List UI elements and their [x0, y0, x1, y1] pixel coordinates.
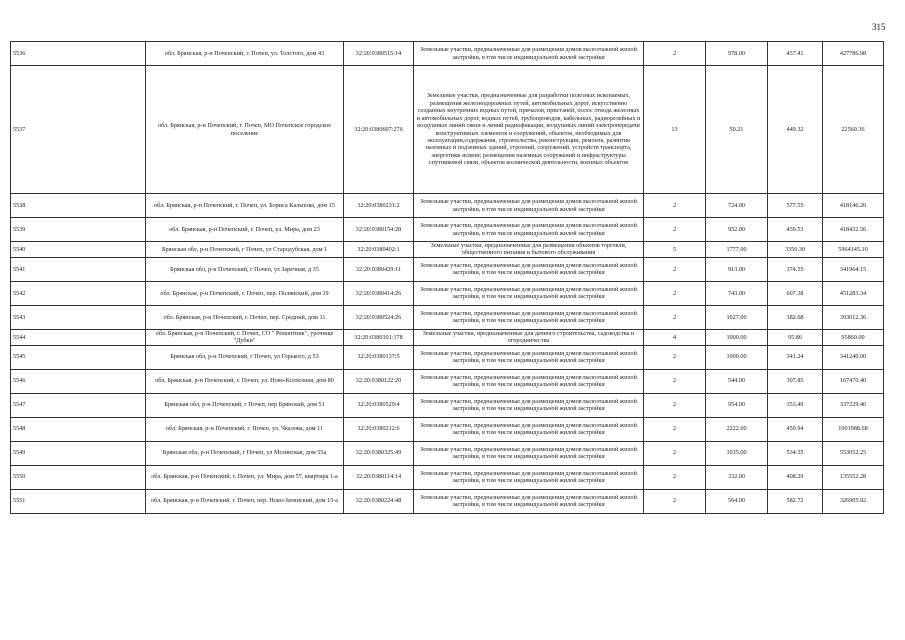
area-cell: 952.00	[706, 218, 768, 242]
address-cell: обл. Брянская, р-н Почепский, г. Почеп, МО Почепское городское поселение	[146, 66, 344, 194]
area-cell: 564.00	[706, 489, 768, 513]
row-number-cell: 5543	[11, 305, 146, 329]
row-number-cell: 5538	[11, 194, 146, 218]
rate-cell: 341.24	[768, 345, 823, 369]
area-cell: 978.00	[706, 42, 768, 66]
land-use-purpose-cell: Земельные участки, предназначенные для размещения домов малоэтажной жилой застройки, в том числе индивидуальной жилой застройки	[414, 393, 644, 417]
table-row	[11, 465, 884, 489]
group-cell: 5	[644, 242, 706, 258]
rate-cell: 437.41	[768, 42, 823, 66]
table-row	[11, 42, 884, 66]
cadastral-number-cell: 32:20:0380231:2	[344, 194, 414, 218]
table-row	[11, 417, 884, 441]
table-row	[11, 441, 884, 465]
rate-cell: 408.29	[768, 465, 823, 489]
cadastral-value-cell: 167470.40	[823, 369, 884, 393]
cadastral-number-cell: 32:20:0380212:6	[344, 417, 414, 441]
rate-cell: 439.53	[768, 218, 823, 242]
address-cell: обл. Брянская, р-н Почепский, г. Почеп, пер. Ново-Затинский, дом 15-а	[146, 489, 344, 513]
cadastral-number-cell: 32:20:0380402:1	[344, 242, 414, 258]
table-row	[11, 329, 884, 345]
area-cell: 954.00	[706, 393, 768, 417]
row-number-cell: 5551	[11, 489, 146, 513]
table-row	[11, 242, 884, 258]
address-cell: обл. Брянская, р-н Почепский, г. Почеп, СО " Ремонтник", урочище "Дубки"	[146, 329, 344, 345]
table-row	[11, 281, 884, 305]
group-cell: 13	[644, 66, 706, 194]
land-use-purpose-cell: Земельные участки, предназначенные для размещения домов малоэтажной жилой застройки, в том числе индивидуальной жилой застройки	[414, 218, 644, 242]
row-number-cell: 5541	[11, 257, 146, 281]
group-cell: 2	[644, 305, 706, 329]
cadastral-value-cell: 135552.28	[823, 465, 884, 489]
land-use-purpose-cell: Земельные участки, предназначенные для размещения домов малоэтажной жилой застройки, в том числе индивидуальной жилой застройки	[414, 441, 644, 465]
rate-cell: 577.55	[768, 194, 823, 218]
table-row	[11, 369, 884, 393]
row-number-cell: 5544	[11, 329, 146, 345]
address-cell: обл. Брянская, р-н Почепский, г. Почеп, ул. Чкалова, дом 11	[146, 417, 344, 441]
rate-cell: 3356.30	[768, 242, 823, 258]
table-row	[11, 305, 884, 329]
cadastral-number-cell: 32:20:0380137:5	[344, 345, 414, 369]
land-use-purpose-cell: Земельные участки, предназначенные для размещения объектов торговли, общественного питания и бытового обслуживания	[414, 242, 644, 258]
area-cell: 332.00	[706, 465, 768, 489]
page-number: 315	[872, 22, 886, 32]
land-use-purpose-cell: Земельные участки, предназначенные для размещения домов малоэтажной жилой застройки, в том числе индивидуальной жилой застройки	[414, 345, 644, 369]
address-cell: Брянская обл, р-н Почепский, г Почеп, пер Брянский, дом 51	[146, 393, 344, 417]
row-number-cell: 5545	[11, 345, 146, 369]
table-row	[11, 257, 884, 281]
cadastral-value-cell: 451283.34	[823, 281, 884, 305]
area-cell: 913.00	[706, 257, 768, 281]
row-number-cell: 5548	[11, 417, 146, 441]
cadastral-number-cell: 32:20:0380114:14	[344, 465, 414, 489]
cadastral-value-table	[10, 41, 884, 514]
cadastral-number-cell: 32:20:0380429:11	[344, 257, 414, 281]
address-cell: обл. Брянская, р-н Почепский, г. Почеп, ул. Ново-Колхозная, дом 80	[146, 369, 344, 393]
cadastral-number-cell: 32:20:0380524:26	[344, 305, 414, 329]
cadastral-number-cell: 32:20:0380529:4	[344, 393, 414, 417]
address-cell: обл. Брянская, р-н Почепский, г. Почеп, пер. Средний, дом 11	[146, 305, 344, 329]
rate-cell: 382.68	[768, 305, 823, 329]
area-cell: 2222.00	[706, 417, 768, 441]
row-number-cell: 5536	[11, 42, 146, 66]
area-cell: 743.00	[706, 281, 768, 305]
cadastral-value-cell: 5964145.10	[823, 242, 884, 258]
table-row	[11, 66, 884, 194]
row-number-cell: 5549	[11, 441, 146, 465]
address-cell: обл. Брянская, р-н Почепский, г. Почеп, пер. Полянский, дом 19	[146, 281, 344, 305]
row-number-cell: 5537	[11, 66, 146, 194]
area-cell: 1777.00	[706, 242, 768, 258]
table-row	[11, 489, 884, 513]
table-row	[11, 194, 884, 218]
rate-cell: 449.32	[768, 66, 823, 194]
row-number-cell: 5547	[11, 393, 146, 417]
table-row	[11, 218, 884, 242]
address-cell: обл. Брянская, р-н Почепский, г. Почеп, ул. Мира, дом 57, квартира 1-а	[146, 465, 344, 489]
row-number-cell: 5546	[11, 369, 146, 393]
cadastral-number-cell: 32:20:0380325:49	[344, 441, 414, 465]
cadastral-number-cell: 32:20:0380607:276	[344, 66, 414, 194]
rate-cell: 450.94	[768, 417, 823, 441]
land-use-purpose-cell: Земельные участки, предназначенные для размещения домов малоэтажной жилой застройки, в том числе индивидуальной жилой застройки	[414, 42, 644, 66]
cadastral-value-cell: 326905.92	[823, 489, 884, 513]
rate-cell: 374.55	[768, 257, 823, 281]
rate-cell: 582.72	[768, 489, 823, 513]
cadastral-value-cell: 95860.00	[823, 329, 884, 345]
land-use-purpose-cell: Земельные участки, предназначенные для размещения домов малоэтажной жилой застройки, в том числе индивидуальной жилой застройки	[414, 281, 644, 305]
group-cell: 2	[644, 393, 706, 417]
land-use-purpose-cell: Земельные участки, предназначенные для размещения домов малоэтажной жилой застройки, в том числе индивидуальной жилой застройки	[414, 257, 644, 281]
address-cell: Брянская обл, р-н Почепский, г Почеп, ул Мглинская, дом 55а	[146, 441, 344, 465]
cadastral-number-cell: 32:20:0380515:14	[344, 42, 414, 66]
cadastral-value-cell: 341964.15	[823, 257, 884, 281]
group-cell: 2	[644, 369, 706, 393]
rate-cell: 95.86	[768, 329, 823, 345]
address-cell: Брянская обл, р-н Почепский, г Почеп, ул Заречная, д 35	[146, 257, 344, 281]
cadastral-value-cell: 341240.00	[823, 345, 884, 369]
rate-cell: 307.85	[768, 369, 823, 393]
cadastral-value-cell: 427786.98	[823, 42, 884, 66]
cadastral-value-cell: 418146.20	[823, 194, 884, 218]
group-cell: 2	[644, 42, 706, 66]
land-use-purpose-cell: Земельные участки, предназначенные для размещения домов малоэтажной жилой застройки, в том числе индивидуальной жилой застройки	[414, 489, 644, 513]
area-cell: 50.21	[706, 66, 768, 194]
land-use-purpose-cell: Земельные участки, предназначенные для размещения домов малоэтажной жилой застройки, в том числе индивидуальной жилой застройки	[414, 369, 644, 393]
group-cell: 2	[644, 489, 706, 513]
group-cell: 2	[644, 218, 706, 242]
land-use-purpose-cell: Земельные участки, предназначенные для дачного строительства, садоводства и огородничества	[414, 329, 644, 345]
row-number-cell: 5542	[11, 281, 146, 305]
group-cell: 2	[644, 345, 706, 369]
cadastral-number-cell: 32:20:0380414:26	[344, 281, 414, 305]
land-use-purpose-cell: Земельные участки, предназначенные для размещения домов малоэтажной жилой застройки, в том числе индивидуальной жилой застройки	[414, 305, 644, 329]
group-cell: 4	[644, 329, 706, 345]
address-cell: обл. Брянская, р-н Почепский, г. Почеп, ул. Бориса Кальпова, дом 15	[146, 194, 344, 218]
land-use-purpose-cell: Земельные участки, предназначенные для размещения домов малоэтажной жилой застройки, в том числе индивидуальной жилой застройки	[414, 417, 644, 441]
table-body	[11, 42, 884, 514]
cadastral-value-cell: 337229.46	[823, 393, 884, 417]
cadastral-value-cell: 393012.36	[823, 305, 884, 329]
cadastral-number-cell: 32:20:0380101:178	[344, 329, 414, 345]
table-row	[11, 345, 884, 369]
cadastral-value-cell: 1001988.68	[823, 417, 884, 441]
row-number-cell: 5550	[11, 465, 146, 489]
rate-cell: 353.49	[768, 393, 823, 417]
land-use-purpose-cell: Земельные участки, предназначенные для разработки полезных ископаемых, размещения железнодорожных путей, автомобильных дорог, искусственно созданных внутренних водных путей, причалов, пристаней, полос отвода железных и автомобильных дорог, водных путей, трубопроводов, кабельных, радиорелейных и воздушных линий связи и линий радиофикации, воздушных линий электропередачи конструктивных элементов и сооружений, объектов, необходимых для эксплуатации,содержания, строительства, реконструкции, ремонта, развития наземных и подземных зданий, строений, сооружений, устройств транспорта, энергетики исвязи; размещения наземных сооружений и инфраструктуры спутниковой связи, объектов космической деятельности, военных объектов	[414, 66, 644, 194]
cadastral-value-cell: 22560.36	[823, 66, 884, 194]
group-cell: 2	[644, 281, 706, 305]
address-cell: обл. Брянская, р-н Почепский, г. Почеп, ул. Мира, дом 23	[146, 218, 344, 242]
cadastral-number-cell: 32:20:0380154:28	[344, 218, 414, 242]
area-cell: 544.00	[706, 369, 768, 393]
group-cell: 2	[644, 441, 706, 465]
group-cell: 2	[644, 194, 706, 218]
cadastral-value-cell: 418432.56	[823, 218, 884, 242]
group-cell: 2	[644, 465, 706, 489]
rate-cell: 607.38	[768, 281, 823, 305]
address-cell: Брянская обл, р-н Почепский, г Почеп, ул Стародубская, дом 1	[146, 242, 344, 258]
row-number-cell: 5540	[11, 242, 146, 258]
area-cell: 1000.00	[706, 345, 768, 369]
area-cell: 1035.00	[706, 441, 768, 465]
group-cell: 2	[644, 417, 706, 441]
cadastral-value-cell: 553052.25	[823, 441, 884, 465]
area-cell: 724.00	[706, 194, 768, 218]
cadastral-number-cell: 32:20:0380224:48	[344, 489, 414, 513]
land-use-purpose-cell: Земельные участки, предназначенные для размещения домов малоэтажной жилой застройки, в том числе индивидуальной жилой застройки	[414, 194, 644, 218]
rate-cell: 534.35	[768, 441, 823, 465]
group-cell: 2	[644, 257, 706, 281]
address-cell: обл. Брянская, р-н Почепский, г. Почеп, ул. Толстого, дом 43	[146, 42, 344, 66]
cadastral-number-cell: 32:20:0380122:20	[344, 369, 414, 393]
area-cell: 1027.00	[706, 305, 768, 329]
area-cell: 1000.00	[706, 329, 768, 345]
address-cell: Брянская обл, р-н Почепский, г Почеп, ул Горького, д 53	[146, 345, 344, 369]
table-row	[11, 393, 884, 417]
land-use-purpose-cell: Земельные участки, предназначенные для размещения домов малоэтажной жилой застройки, в том числе индивидуальной жилой застройки	[414, 465, 644, 489]
row-number-cell: 5539	[11, 218, 146, 242]
